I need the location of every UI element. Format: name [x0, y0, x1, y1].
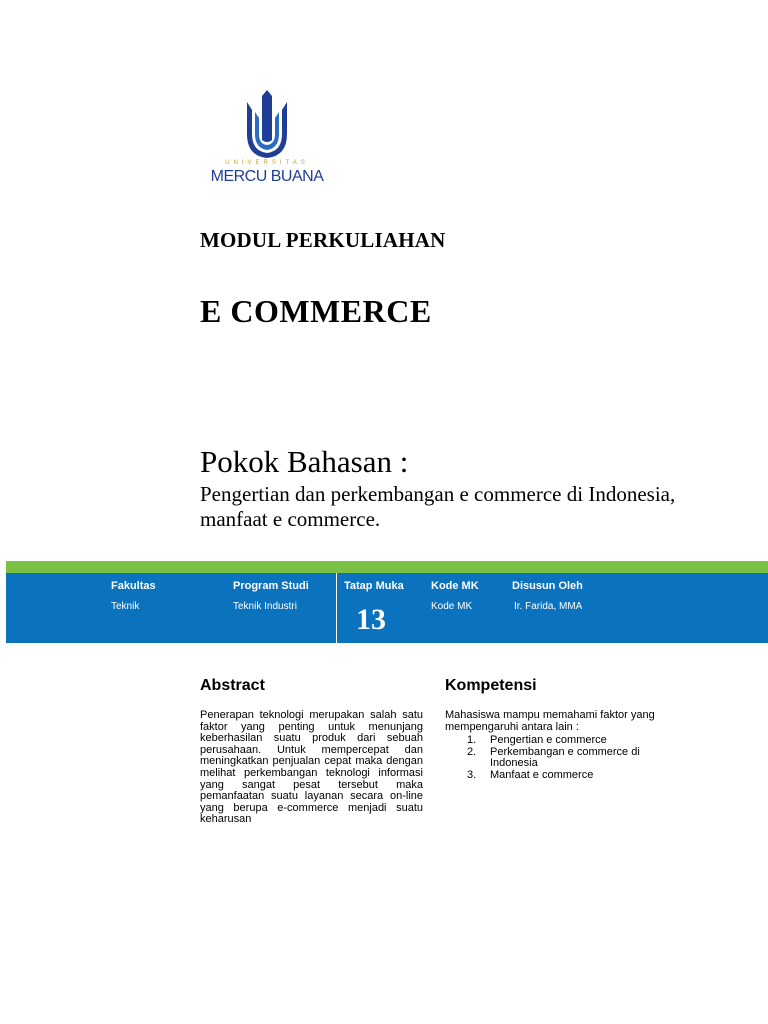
list-item-number: 1. — [467, 734, 477, 746]
list-item-text: Perkembangan e commerce di Indonesia — [490, 745, 640, 770]
program-studi-value: Teknik Industri — [233, 601, 297, 612]
kompetensi-title: Kompetensi — [445, 677, 537, 694]
program-studi-header: Program Studi — [233, 580, 309, 592]
list-item — [445, 747, 685, 770]
info-band-divider — [336, 573, 337, 643]
list-item — [445, 770, 685, 782]
pokok-bahasan-description: Pengertian dan perkembangan e commerce di Indonesia, manfaat e commerce. — [200, 482, 676, 531]
kode-mk-value: Kode MK — [431, 601, 473, 612]
modul-heading: MODUL PERKULIAHAN — [200, 228, 446, 252]
abstract-text: Penerapan teknologi merupakan salah satu faktor yang penting untuk menunjang keberhasilan suatu produk dari sebuah perusahaan. Untuk mempercepat dan meningkatkan penjualan cepat maka dengan melihat perkembangan teknologi informasi yang sangat pesat tersebut maka pemanfaatan suatu layanan secara on-line yang berupa e-commerce menjadi suatu keharusan — [200, 709, 423, 826]
kompetensi-intro: Mahasiswa mampu memahami faktor yang mempengaruhi antara lain : — [445, 709, 655, 733]
disusun-oleh-value: Ir. Farida, MMA — [514, 601, 583, 612]
university-logo — [200, 88, 334, 194]
list-item-text: Manfaat e commerce — [490, 768, 594, 781]
list-item-text: Pengertian e commerce — [490, 734, 607, 746]
list-item-number: 3. — [467, 768, 477, 781]
abstract-title: Abstract — [200, 677, 265, 694]
logo-name: MERCU BUANA — [210, 168, 324, 185]
logo-subtitle: UNIVERSITAS — [225, 160, 309, 166]
info-band-green-stripe — [6, 561, 768, 573]
tatap-muka-value: 13 — [356, 603, 386, 636]
course-title: E COMMERCE — [200, 293, 432, 329]
kompetensi-list — [445, 735, 685, 781]
list-item-number: 2. — [467, 745, 477, 758]
fakultas-header: Fakultas — [111, 580, 156, 592]
disusun-oleh-header: Disusun Oleh — [512, 580, 583, 592]
kode-mk-header: Kode MK — [431, 580, 479, 592]
fakultas-value: Teknik — [111, 601, 140, 612]
pokok-bahasan-title: Pokok Bahasan : — [200, 444, 409, 479]
mercu-buana-emblem-icon — [245, 90, 289, 160]
tatap-muka-header: Tatap Muka — [344, 580, 404, 592]
